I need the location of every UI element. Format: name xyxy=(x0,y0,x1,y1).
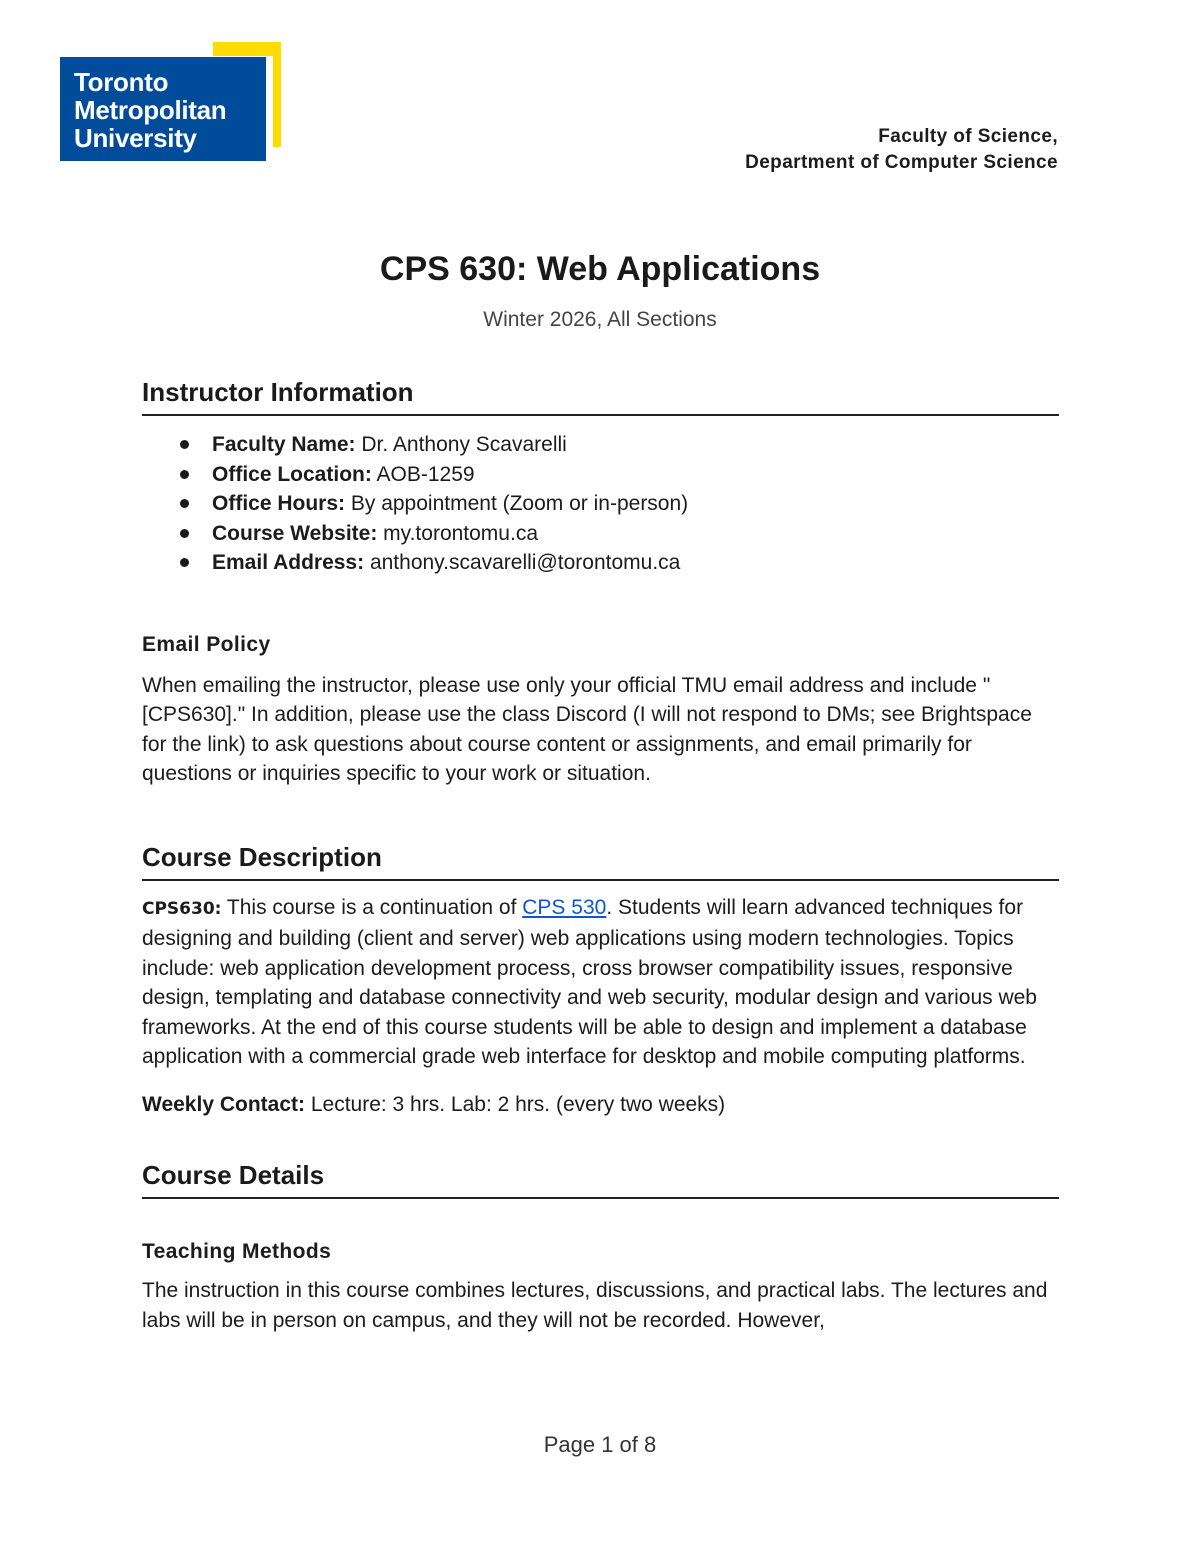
instructor-heading: Instructor Information xyxy=(142,374,1059,416)
cps530-link[interactable]: CPS 530 xyxy=(522,895,607,919)
list-item: Office Location: AOB-1259 xyxy=(212,460,1059,490)
page-title: CPS 630: Web Applications xyxy=(379,250,821,288)
teaching-methods-text: The instruction in this course combines lectures, discussions, and practical labs. The lectures and labs will be in person on campus, and they will not be recorded. However, xyxy=(142,1279,1048,1332)
list-item: Email Address: anthony.scavarelli@torontomu.ca xyxy=(212,548,1059,578)
faculty-name: Faculty of Science, xyxy=(878,126,1058,147)
list-item: Course Website: my.torontomu.ca xyxy=(212,519,1059,549)
department-name: Department of Computer Science xyxy=(745,152,1058,173)
weekly-contact: Weekly Contact: Lecture: 3 hrs. Lab: 2 hrs. (every two weeks) xyxy=(142,1092,726,1116)
course-description-text: CPS630: This course is a continuation of CPS 530. Students will learn advanced techniques for designing and building (client and server) web applications using modern technologies. Topics include: web application development process, cross browser compatibility issues, responsive design, templating and database connectivity and web security, modular design and various web frameworks. At the end of this course students will be able to design and implement a database application with a commercial grade web interface for desktop and mobile computing platforms. xyxy=(142,895,1037,1068)
course-details-heading: Course Details xyxy=(142,1157,1059,1199)
document-body xyxy=(142,374,1059,1335)
page-number: Page 1 of 8 xyxy=(543,1432,657,1457)
teaching-methods-heading: Teaching Methods xyxy=(142,1240,332,1263)
faculty-header xyxy=(745,124,1058,176)
course-description-heading: Course Description xyxy=(142,839,1059,881)
course-code-label: CPS630: xyxy=(142,898,222,919)
email-policy-text: When emailing the instructor, please use only your official TMU email address and include "[CPS630]." In addition, please use the class Discord (I will not respond to DMs; see Brightspace for the link) to ask questions about course content or assignments, and email primarily for questions or inquiries specific to your work or situation. xyxy=(142,673,1032,785)
logo-accent-side xyxy=(273,42,281,147)
email-policy-heading: Email Policy xyxy=(142,632,271,656)
university-logo xyxy=(60,42,282,162)
page-subtitle: Winter 2026, All Sections xyxy=(483,308,717,331)
list-item: Faculty Name: Dr. Anthony Scavarelli xyxy=(212,430,1059,460)
logo-wordmark: Toronto Metropolitan University xyxy=(74,67,227,153)
list-item: Office Hours: By appointment (Zoom or in-person) xyxy=(212,489,1059,519)
logo-accent-top xyxy=(213,42,281,56)
instructor-list xyxy=(142,430,1059,578)
